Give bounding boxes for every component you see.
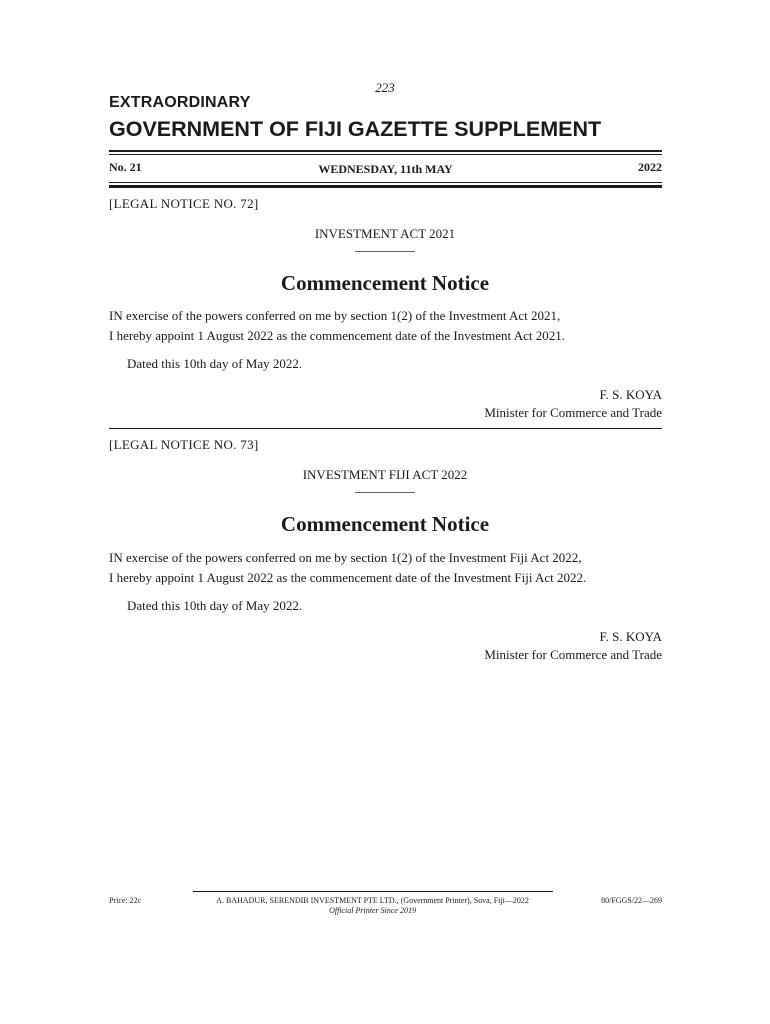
legal-notice-ref: [LEGAL NOTICE NO. 73] xyxy=(109,437,259,452)
footer-reference: 80/FGGS/22—269 xyxy=(601,896,662,905)
notice-body-line: I hereby appoint 1 August 2022 as the commencement date of the Investment Act 2021. xyxy=(109,328,565,343)
signer-title: Minister for Commerce and Trade xyxy=(484,405,662,420)
masthead-rule-top-thin xyxy=(109,154,662,155)
issue-row xyxy=(109,160,662,178)
gazette-title: GOVERNMENT OF FIJI GAZETTE SUPPLEMENT xyxy=(109,117,602,141)
signer-name: F. S. KOYA xyxy=(599,629,662,644)
footer-printer: A. BAHADUR, SERENDIB INVESTMENT PTE LTD., (Government Printer), Suva, Fiji—2022 xyxy=(216,896,529,905)
footer-price: Price: 22c xyxy=(109,896,142,905)
notice-heading: Commencement Notice xyxy=(280,512,490,536)
page-number: 223 xyxy=(375,80,395,95)
dated-line: Dated this 10th day of May 2022. xyxy=(127,356,303,371)
notice-body-line: I hereby appoint 1 August 2022 as the commencement date of the Investment Fiji Act 2022. xyxy=(109,570,587,585)
dated-line: Dated this 10th day of May 2022. xyxy=(127,598,303,613)
issue-year: 2022 xyxy=(638,160,662,174)
notice-heading: Commencement Notice xyxy=(280,271,490,295)
act-title: INVESTMENT ACT 2021 xyxy=(314,226,456,241)
masthead-rule-bottom-thin xyxy=(109,182,662,183)
signer-title: Minister for Commerce and Trade xyxy=(484,647,662,662)
masthead-rule-bottom xyxy=(109,185,662,188)
notice-body xyxy=(109,306,662,346)
act-title: INVESTMENT FIJI ACT 2022 xyxy=(302,467,468,482)
act-title-divider xyxy=(355,251,415,252)
masthead-rule-top xyxy=(109,150,662,152)
issue-date: WEDNESDAY, 11th MAY xyxy=(318,162,453,176)
footer-rule xyxy=(193,891,553,892)
legal-notice-ref: [LEGAL NOTICE NO. 72] xyxy=(109,196,259,211)
footer-printer-note: Official Printer Since 2019 xyxy=(329,906,416,915)
issue-number: No. 21 xyxy=(109,160,142,174)
signature-block xyxy=(109,628,662,664)
notice-body-line: IN exercise of the powers conferred on me by section 1(2) of the Investment Act 2021, xyxy=(109,308,561,323)
signature-block xyxy=(109,386,662,422)
notice-body-line: IN exercise of the powers conferred on me by section 1(2) of the Investment Fiji Act 2022, xyxy=(109,550,582,565)
extraordinary-label: EXTRAORDINARY xyxy=(109,94,251,111)
act-title-divider xyxy=(355,492,415,493)
notice-body xyxy=(109,548,662,588)
signer-name: F. S. KOYA xyxy=(599,387,662,402)
notice-separator xyxy=(109,428,662,429)
